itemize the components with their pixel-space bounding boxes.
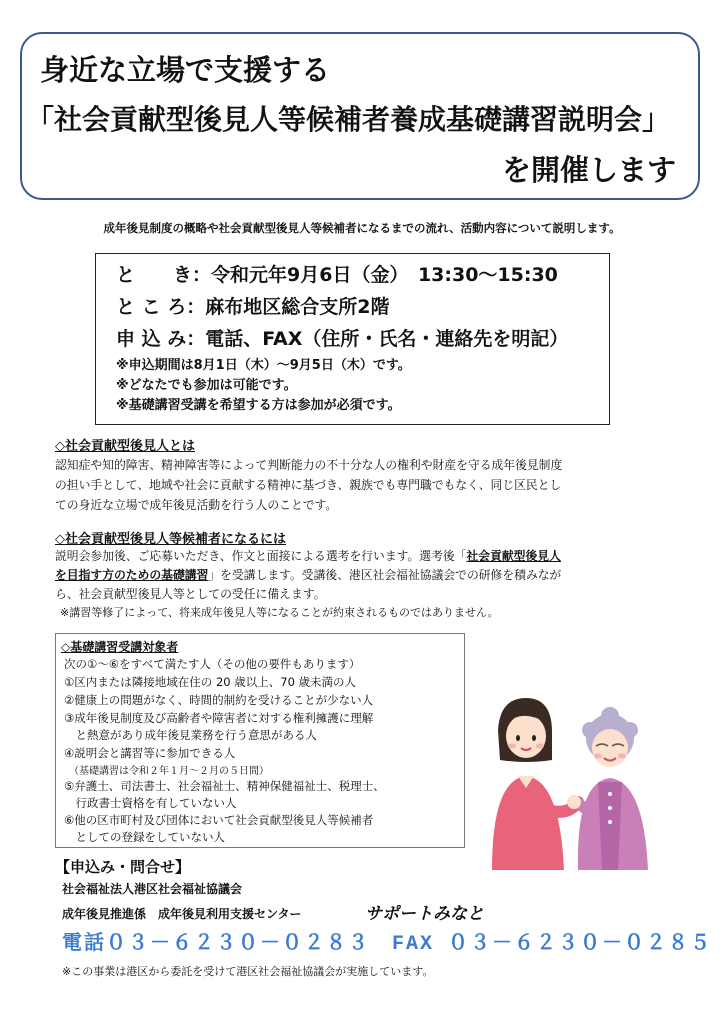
requirement-item: （基礎講習は令和２年１月～２月の５日間）: [64, 766, 269, 777]
section-1-line: ての身近な立場で成年後見活動を行う人のことです。: [55, 498, 338, 512]
requirement-item: と熱意があり成年後見業務を行う意思がある人: [64, 728, 317, 742]
event-note-3: ※基礎講習受講を希望する方は参加が必須です。: [116, 398, 401, 413]
event-venue: と こ ろ：麻布地区総合支所2階: [116, 296, 390, 318]
title-frame: [20, 32, 700, 200]
title-line-1: 身近な立場で支援する: [40, 53, 331, 87]
event-date: と き：令和元年9月6日（金） 13:30～15:30: [116, 264, 558, 286]
section-1-line: の担い手として、地域や社会に貢献する精神に基づき、親族でも専門職でもなく、同じ区民とし: [55, 478, 562, 492]
section-2-body: [55, 547, 561, 604]
requirement-item: ⑤弁護士、司法書士、社会福祉士、精神保健福祉士、税理士、: [64, 779, 385, 793]
requirements-intro: 次の①～⑥をすべて満たす人（その他の要件もあります）: [64, 657, 361, 671]
phone-fax[interactable]: 電話０３－６２３０－０２８３ FAX ０３－６２３０－０２８５: [62, 933, 713, 956]
requirement-item: ②健康上の問題がなく、時間的制約を受けることが少ない人: [64, 693, 374, 707]
requirement-item: ⑥他の区市町村及び団体において社会貢献型後見人等候補者: [64, 813, 374, 827]
requirement-item: 行政書士資格を有していない人: [64, 796, 237, 810]
section-2-note: ※講習等修了によって、将来成年後見人等になることが約束されるものではありません。: [60, 606, 499, 619]
requirement-item: ①区内または隣接地域在住の 20 歳以上、70 歳未満の人: [64, 675, 357, 689]
section-2-text: ら、社会貢献型後見人等としての受任に備えます。: [55, 587, 326, 601]
contact-dept: 成年後見推進係 成年後見利用支援センター: [62, 907, 302, 921]
caregiver-figure: [492, 698, 578, 870]
title-line-3: を開催します: [501, 153, 676, 187]
event-info-box: [95, 253, 610, 425]
course-name-highlight: を目指す方のための基礎講習: [55, 568, 209, 582]
requirements-heading: ◇基礎講習受講対象者: [61, 640, 179, 654]
elderly-figure: [567, 707, 648, 870]
section-2-heading: ◇社会貢献型後見人等候補者になるには: [55, 532, 286, 547]
section-1-line: 認知症や知的障害、精神障害等によって判断能力の不十分な人の権利や財産を守る成年後見制度: [55, 458, 563, 472]
event-note-1: ※申込期間は8月1日（木）～9月5日（木）です。: [116, 358, 411, 373]
course-name-highlight: 社会貢献型後見人: [466, 549, 561, 563]
section-1-body: [55, 455, 562, 515]
title-line-2: 「社会貢献型後見人等候補者養成基礎講習説明会」: [26, 103, 671, 136]
caregiver-illustration: [478, 690, 658, 870]
requirement-item: ④説明会と講習等に参加できる人: [64, 746, 236, 760]
brand-name: サポートみなと: [365, 904, 484, 924]
requirements-box: [55, 633, 465, 848]
contact-heading: 【申込み・問合せ】: [55, 858, 191, 876]
contact-org: 社会福祉法人港区社会福祉協議会: [62, 882, 243, 896]
event-apply: 申 込 み：電話、FAX（住所・氏名・連絡先を明記）: [116, 328, 569, 350]
section-2-text: 」を受講します。受講後、港区社会福祉協議会での研修を積みなが: [208, 568, 562, 582]
event-note-2: ※どなたでも参加は可能です。: [116, 378, 297, 393]
section-2-text: 説明会参加後、ご応募いただき、作文と面接による選考を行います。選考後「: [55, 549, 467, 563]
intro-text: 成年後見制度の概略や社会貢献型後見人等候補者になるまでの流れ、活動内容について説明します。: [103, 221, 621, 235]
section-1-heading: ◇社会貢献型後見人とは: [55, 439, 195, 454]
footer-note: ※この事業は港区から委託を受けて港区社会福祉協議会が実施しています。: [62, 965, 434, 978]
requirement-item: ③成年後見制度及び高齢者や障害者に対する権利擁護に理解: [64, 711, 374, 725]
requirement-item: としての登録をしていない人: [64, 830, 225, 844]
